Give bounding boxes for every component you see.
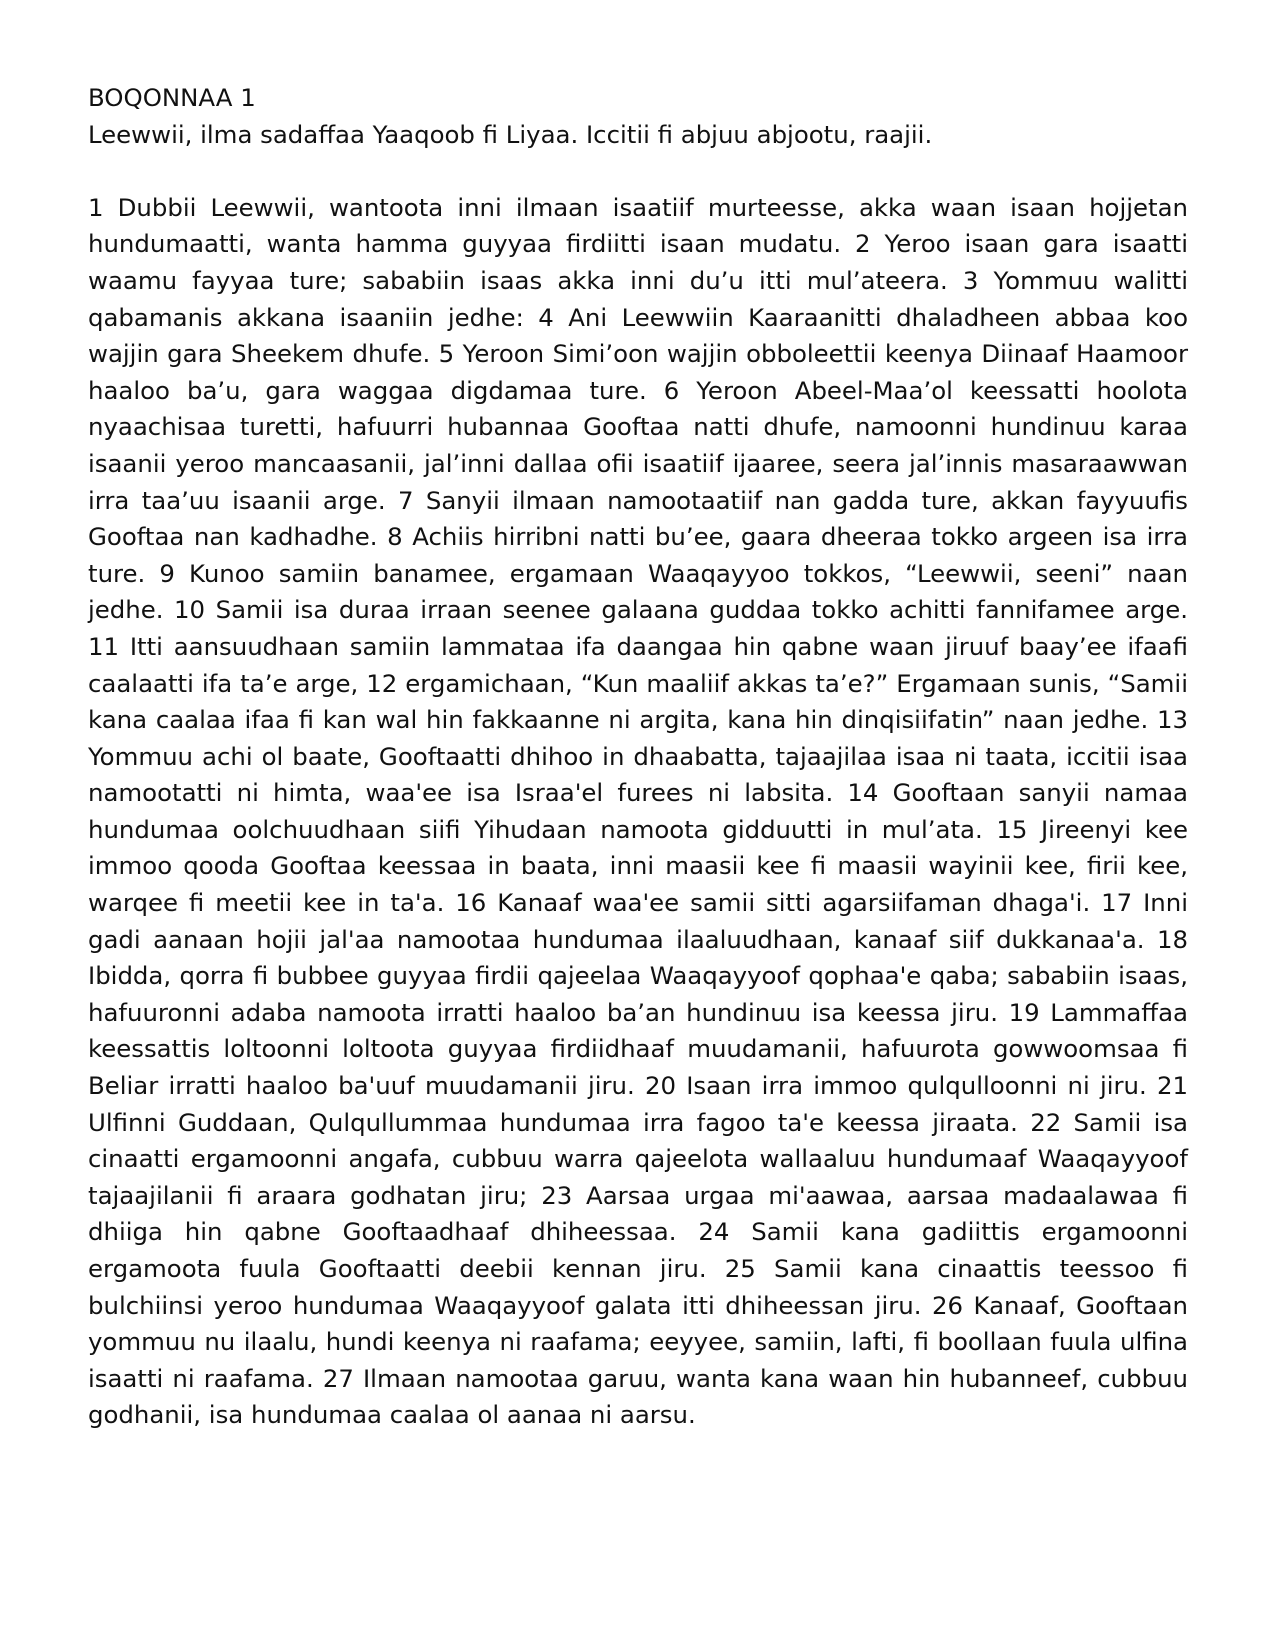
chapter-heading: BOQONNAA 1 [88, 83, 256, 112]
document-page [88, 80, 1188, 1434]
chapter-summary: Leewwii, ilma sadaffaa Yaaqoob fi Liyaa. Iccitii fi abjuu abjootu, raajii. [88, 119, 933, 149]
chapter-body-text: 1 Dubbii Leewwii, wantoota inni ilmaan isaatiif murteesse, akka waan isaan hojjetan hundumaatti, wanta hamma guyyaa firdiitti isaan mudatu. 2 Yeroo isaan gara isaatti waamu fayyaa ture; sababiin isaas akka inni du’u itti mul’ateera. 3 Yommuu walitti qabamanis akkana isaaniin jedhe: 4 Ani Leewwiin Kaaraanitti dhaladheen abbaa koo wajjin gara Sheekem dhufe. 5 Yeroon Simi’oon wajjin obboleettii keenya Diinaaf Haamoor haaloo ba’u, gara waggaa digdamaa ture. 6 Yeroon Abeel-Maa’ol keessatti hoolota nyaachisaa turetti, hafuurri hubannaa Gooftaa natti dhufe, namoonni hundinuu karaa isaanii yeroo mancaasanii, jal’inni dallaa ofii isaatiif ijaaree, seera jal’innis masaraawwan irra taa’uu isaanii arge. 7 Sanyii ilmaan namootaatiif nan gadda ture, akkan fayyuufis Gooftaa nan kadhadhe. 8 Achiis hirribni natti bu’ee, gaara dheeraa tokko argeen isa irra ture. 9 Kunoo samiin banamee, ergamaan Waaqayyoo tokkos, “Leewwii, seeni” naan jedhe. 10 Samii isa duraa irraan seenee galaana guddaa tokko achitti fannifamee arge. 11 Itti aansuudhaan samiin lammataa ifa daangaa hin qabne waan jiruuf baay’ee ifaafi caalaatti ifa ta’e arge, 12 ergamichaan, “Kun maaliif akkas ta’e?” Ergamaan sunis, “Samii kana caalaa ifaa fi kan wal hin fakkaanne ni argita, kana hin dinqisiifatin” naan jedhe. 13 Yommuu achi ol baate, Gooftaatti dhihoo in dhaabatta, tajaajilaa isaa ni taata, iccitii isaa namootatti ni himta, waa'ee isa Israa'el furees ni labsita. 14 Gooftaan sanyii namaa hundumaa oolchuudhaan siifi Yihudaan namoota gidduutti in mul’ata. 15 Jireenyi kee immoo qooda Gooftaa keessaa in baata, inni maasii kee fi maasii wayinii kee, firii kee, warqee fi meetii kee in ta'a. 16 Kanaaf waa'ee samii sitti agarsiifaman dhaga'i. 17 Inni gadi aanaan hojii jal'aa namootaa hundumaa ilaaluudhaan, kanaaf siif dukkanaa'a. 18 Ibidda, qorra fi bubbee guyyaa firdii qajeelaa Waaqayyoof qophaa'e qaba; sababiin isaas, hafuuronni adaba namoota irratti haaloo ba’an hundinuu isa keessa jiru. 19 Lammaffaa keessattis loltoonni loltoota guyyaa firdiidhaaf muudamanii, hafuurota gowwoomsaa fi Beliar irratti haaloo ba'uuf muudamanii jiru. 20 Isaan irra immoo qulqulloonni ni jiru. 21 Ulfinni Guddaan, Qulqullummaa hundumaa irra fagoo ta'e keessa jiraata. 22 Samii isa cinaatti ergamoonni angafa, cubbuu warra qajeelota wallaaluu hundumaaf Waaqayyoof tajaajilanii fi araara godhatan jiru; 23 Aarsaa urgaa mi'aawaa, aarsaa madaalawaa fi dhiiga hin qabne Gooftaadhaaf dhiheessaa. 24 Samii kana gadiittis ergamoonni ergamoota fuula Gooftaatti deebii kennan jiru. 25 Samii kana cinaattis teessoo fi bulchiinsi yeroo hundumaa Waaqayyoof galata itti dhiheessan jiru. 26 Kanaaf, Gooftaan yommuu nu ilaalu, hundi keenya ni raafama; eeyyee, samiin, lafti, fi boollaan fuula ulfina isaatti ni raafama. 27 Ilmaan namootaa garuu, wanta kana waan hin hubanneef, cubbuu godhanii, isa hundumaa caalaa ol aanaa ni aarsu. [88, 192, 1188, 1430]
